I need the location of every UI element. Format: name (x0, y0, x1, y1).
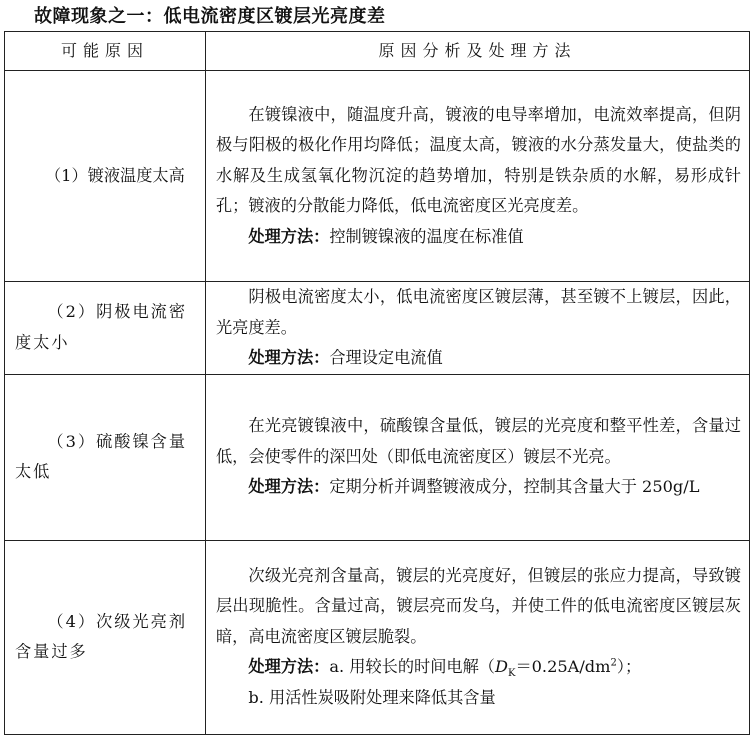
method-line (216, 472, 741, 503)
analysis-cell (206, 282, 750, 375)
method-a-subscript: K (507, 668, 516, 680)
fault-table (4, 31, 750, 735)
cause-cell (5, 282, 206, 375)
table-row (5, 540, 750, 734)
method-line (216, 222, 741, 253)
method-a-prefix: a. 用较长的时间电解（ (329, 657, 495, 677)
method-line (216, 652, 741, 683)
header-cause: 可能原因 (5, 32, 206, 71)
cause-cell (5, 71, 206, 282)
analysis-text: 阴极电流密度太小，低电流密度区镀层薄，甚至镀不上镀层，因此，光亮度差。 (216, 287, 741, 337)
method-a-superscript: 2 (610, 657, 617, 669)
method-label: 处理方法： (248, 226, 330, 246)
method-text: 控制镀镍液的温度在标准值 (329, 226, 524, 246)
method-a-suffix: ）； (616, 657, 642, 677)
analysis-cell (206, 374, 750, 540)
table-row (5, 71, 750, 282)
method-line (216, 343, 741, 374)
method-a-value: ＝0.25A/dm (515, 657, 611, 677)
page-title: 故障现象之一：低电流密度区镀层光亮度差 (34, 6, 386, 27)
cause-text: （2）阴极电流密度太小 (15, 302, 188, 352)
analysis-cell (206, 540, 750, 734)
method-formula (329, 657, 642, 680)
analysis-text: 次级光亮剂含量高，镀层的光亮度好，但镀层的张应力提高，导致镀层出现脆性。含量过高，镀层亮而发乌，并使工件的低电流密度区镀层灰暗，高电流密度区镀层脆裂。 (216, 565, 741, 646)
method-label: 处理方法： (248, 477, 330, 497)
cause-text: （4）次级光亮剂含量过多 (15, 611, 188, 661)
method-label: 处理方法： (248, 657, 330, 677)
header-analysis: 原因分析及处理方法 (206, 32, 750, 71)
cause-cell (5, 540, 206, 734)
table-header-row (5, 32, 750, 71)
analysis-cell (206, 71, 750, 282)
cause-text: （1）镀液温度太高 (45, 165, 185, 185)
cause-cell (5, 374, 206, 540)
method-a-variable: D (494, 657, 508, 677)
analysis-text: 在光亮镀镍液中，硫酸镍含量低，镀层的光亮度和整平性差，含量过低，会使零件的深凹处（即低电流密度区）镀层不光亮。 (216, 416, 741, 466)
method-line-b: b. 用活性炭吸附处理来降低其含量 (248, 687, 496, 707)
method-text: 合理设定电流值 (329, 348, 443, 367)
method-text: 定期分析并调整镀液成分，控制其含量大于 250g/L (329, 477, 700, 497)
table-row (5, 374, 750, 540)
analysis-text: 在镀镍液中，随温度升高，镀液的电导率增加，电流效率提高，但阴极与阳极的极化作用均降低；温度太高，镀液的水分蒸发量大，使盐类的水解及生成氢氧化物沉淀的趋势增加，特别是铁杂质的水解，易形成针孔；镀液的分散能力降低，低电流密度区光亮度差。 (216, 104, 741, 216)
table-row (5, 282, 750, 375)
cause-text: （3）硫酸镍含量太低 (15, 431, 188, 481)
method-label: 处理方法： (248, 348, 330, 367)
